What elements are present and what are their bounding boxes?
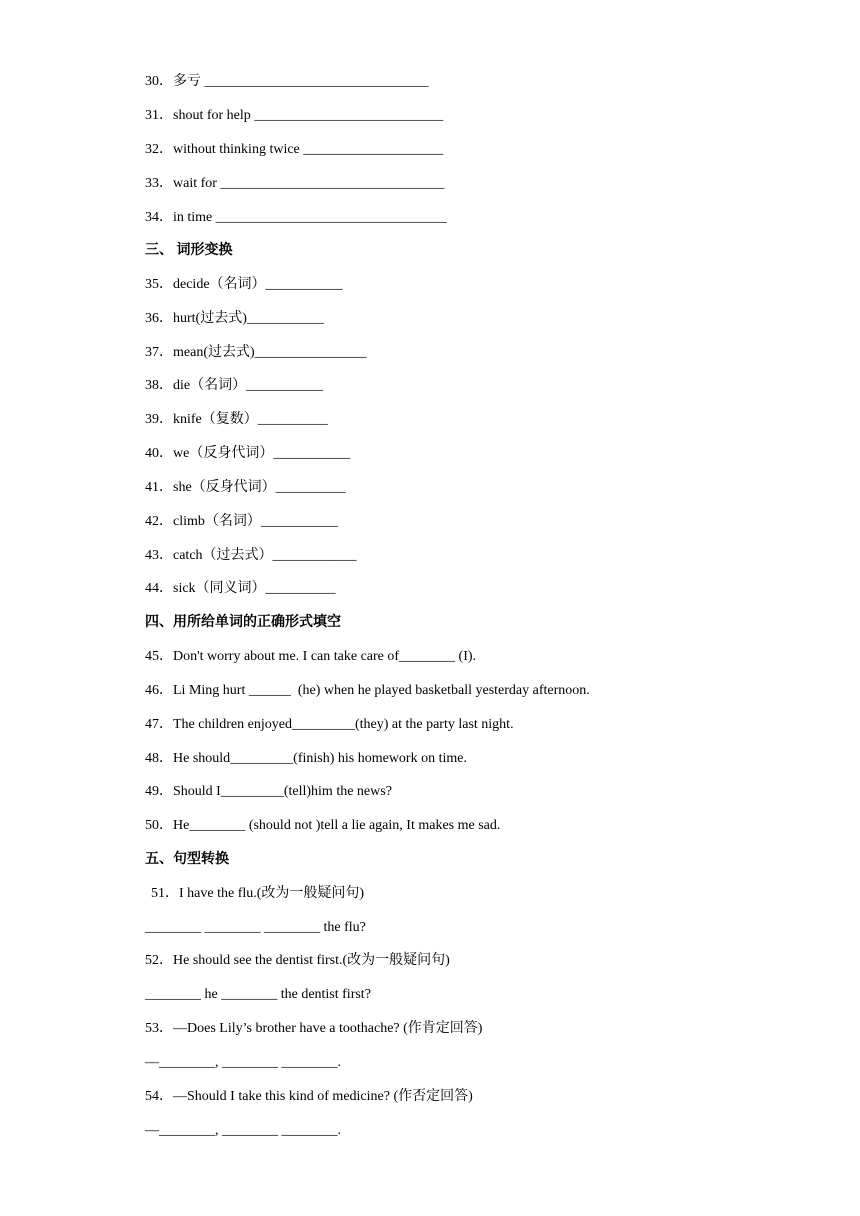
item-36: 36．hurt(过去式)___________	[145, 311, 324, 326]
item-50: 50．He________ (should not )tell a lie again, It makes me sad.	[145, 818, 501, 833]
section-4-heading: 四、用所给单词的正确形式填空	[145, 615, 341, 630]
answer-52: ________ he ________ the dentist first?	[145, 987, 371, 1002]
answer-54: —________, ________ ________.	[145, 1123, 341, 1138]
item-47: 47．The children enjoyed_________(they) at the party last night.	[145, 717, 514, 732]
item-49: 49．Should I_________(tell)him the news?	[145, 784, 392, 799]
item-42: 42．climb（名词）___________	[145, 514, 338, 529]
item-51: 51．I have the flu.(改为一般疑问句)	[151, 886, 365, 901]
item-48: 48．He should_________(finish) his homework on time.	[145, 751, 467, 766]
item-34: 34．in time _________________________________	[145, 210, 447, 225]
answer-51: ________ ________ ________ the flu?	[145, 920, 366, 935]
item-40: 40．we（反身代词）___________	[145, 446, 351, 461]
item-32: 32．without thinking twice ____________________	[145, 142, 444, 157]
answer-53: —________, ________ ________.	[145, 1055, 341, 1070]
item-45: 45．Don't worry about me. I can take care of________ (I).	[145, 649, 477, 664]
section-3-heading: 三、 词形变换	[145, 243, 233, 258]
item-35: 35．decide（名词）___________	[145, 277, 343, 292]
item-38: 38．die（名词）___________	[145, 378, 324, 393]
item-52: 52．He should see the dentist first.(改为一般疑问句)	[145, 953, 450, 968]
item-44: 44．sick（同义词）__________	[145, 581, 336, 596]
item-39: 39．knife（复数）__________	[145, 412, 328, 427]
item-53: 53．—Does Lily’s brother have a toothache? (作肯定回答)	[145, 1021, 483, 1036]
item-43: 43．catch（过去式）____________	[145, 548, 357, 563]
item-37: 37．mean(过去式)________________	[145, 345, 367, 360]
item-41: 41．she（反身代词）__________	[145, 480, 346, 495]
item-31: 31．shout for help ___________________________	[145, 108, 444, 123]
item-33: 33．wait for ________________________________	[145, 176, 445, 191]
section-5-heading: 五、句型转换	[145, 852, 229, 867]
item-46: 46．Li Ming hurt ______ (he) when he played basketball yesterday afternoon.	[145, 683, 590, 698]
item-30: 30．多亏 ________________________________	[145, 74, 429, 89]
item-54: 54．—Should I take this kind of medicine? (作否定回答)	[145, 1089, 473, 1104]
